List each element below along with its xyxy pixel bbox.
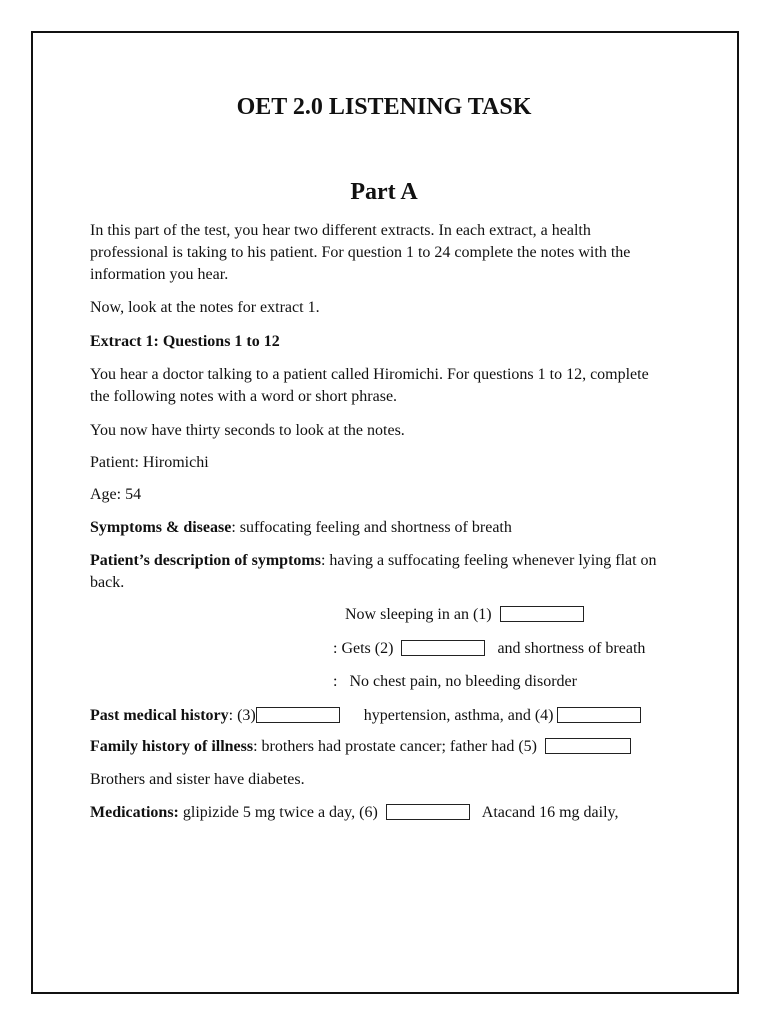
time-note: You now have thirty seconds to look at the notes. (90, 422, 405, 439)
patient-age: Age: 54 (90, 486, 142, 503)
intro-paragraph: In this part of the test, you hear two different extracts. In each extract, a health professional is taking to his patient. For question 1 to 24 complete the notes with the information you hear. (90, 222, 631, 283)
chest-line: : No chest pain, no bleeding disorder (333, 673, 577, 690)
answer-box-2[interactable] (401, 640, 485, 656)
medications-after-text: Atacand 16 mg daily, (481, 804, 619, 821)
family-text: : brothers had prostate cancer; father had (5) (253, 738, 537, 755)
patient-name: Patient: Hiromichi (90, 454, 209, 471)
symptoms-text: : suffocating feeling and shortness of breath (231, 519, 512, 536)
symptoms-line (90, 517, 512, 539)
extract-heading-text: Extract 1: Questions 1 to 12 (90, 333, 280, 350)
gets-after-text: and shortness of breath (497, 640, 646, 657)
pmh-label: Past medical history (90, 707, 229, 724)
extract-heading (90, 331, 280, 353)
symptoms-label: Symptoms & disease (90, 519, 232, 536)
page-border (31, 31, 739, 994)
pmh-q3-text: : (3) (228, 707, 256, 724)
gets-line (333, 638, 645, 660)
medications-label: Medications: (90, 804, 179, 821)
answer-box-6[interactable] (386, 804, 470, 820)
pmh-middle-text: hypertension, asthma, and (4) (363, 707, 554, 724)
medications-line (90, 802, 618, 824)
answer-box-1[interactable] (500, 606, 584, 622)
siblings-line: Brothers and sister have diabetes. (90, 771, 305, 788)
description-text: : having a suffocating feeling whenever lying flat on back. (90, 552, 657, 591)
description-label: Patient’s description of symptoms (90, 552, 321, 569)
intro-instruction: Now, look at the notes for extract 1. (90, 299, 320, 316)
answer-box-4[interactable] (557, 707, 641, 723)
part-title: Part A (350, 179, 418, 205)
extract-instructions: You hear a doctor talking to a patient called Hiromichi. For questions 1 to 12, complete the following notes with a word or short phrase. (90, 366, 649, 405)
description-line (90, 550, 670, 594)
family-line (90, 736, 631, 758)
answer-box-3[interactable] (256, 707, 340, 723)
sleeping-line (345, 604, 584, 626)
answer-box-5[interactable] (545, 738, 631, 754)
pmh-line (90, 705, 641, 727)
page-title: OET 2.0 LISTENING TASK (236, 94, 532, 120)
family-label: Family history of illness (90, 738, 254, 755)
medications-text: glipizide 5 mg twice a day, (6) (178, 804, 378, 821)
gets-text: : Gets (2) (333, 640, 394, 657)
sleeping-text: Now sleeping in an (1) (345, 606, 492, 623)
